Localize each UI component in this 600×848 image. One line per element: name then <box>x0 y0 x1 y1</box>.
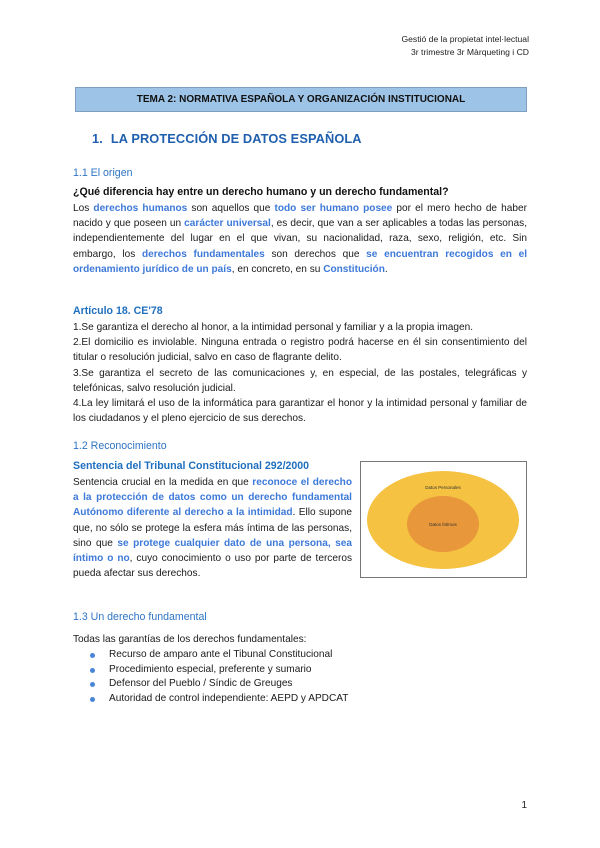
article-item: 4.La ley limitará el uso de la informática para garantizar el honor y la intimidad personal y familiar de los ciudadanos y el pleno ejercicio de sus derechos. <box>73 398 527 425</box>
intimate-data-label: Datos Íntimos <box>429 522 457 527</box>
list-item: Procedimiento especial, preferente y sumario <box>73 663 348 678</box>
section-heading <box>92 131 362 146</box>
section-number: 1. <box>92 131 103 146</box>
origin-paragraph: Los derechos humanos son aquellos que todo ser humano posee por el mero hecho de haber nacido y que poseen un carácter universal, es decir, que van a ser aplicables a todas las personas, independientemente del lugar en el que vivan, su nacionalidad, raza, sexo, religión, etc. Sin embargo, los derechos fundamentales son derechos que se encuentran recogidos en el ordenamiento jurídico de un país, en concreto, en su Constitución. <box>73 203 528 275</box>
topic-banner <box>75 87 527 112</box>
topic-title: TEMA 2: NORMATIVA ESPAÑOLA Y ORGANIZACIÓN INSTITUCIONAL <box>136 94 466 105</box>
subsection-heading-recognition: 1.2 Reconocimiento <box>73 440 167 452</box>
bullet-icon <box>90 682 95 687</box>
personal-data-label: Datos Personales <box>425 485 461 490</box>
section-title: LA PROTECCIÓN DE DATOS ESPAÑOLA <box>110 131 362 146</box>
bullet-icon <box>90 668 95 673</box>
article-heading: Artículo 18. CE'78 <box>73 305 163 317</box>
question-heading: ¿Qué diferencia hay entre un derecho humano y un derecho fundamental? <box>73 186 449 198</box>
list-item: Recurso de amparo ante el Tibunal Constitucional <box>73 648 348 663</box>
list-item: Defensor del Pueblo / Síndic de Greuges <box>73 677 348 692</box>
ruling-heading: Sentencia del Tribunal Constitucional 292/2000 <box>73 460 310 472</box>
data-spheres-diagram <box>361 462 526 577</box>
bullet-icon <box>90 653 95 658</box>
guarantees-intro: Todas las garantías de los derechos fundamentales: <box>73 634 307 645</box>
article-text <box>73 320 527 426</box>
subsection-heading-origin: 1.1 El origen <box>73 167 133 179</box>
article-item: 1.Se garantiza el derecho al honor, a la intimidad personal y familiar y a la propia imagen. <box>73 322 474 333</box>
ruling-paragraph: Sentencia crucial en la medida en que reconoce el derecho a la protección de datos como un derecho fundamental Autónomo diferente al derecho a la intimidad. Ello supone que, no sólo se protege la esfera más íntima de las personas, sino que se protege cualquier dato de una persona, sea íntimo o no, cuyo conocimiento o uso por parte de terceros pueda afectar sus derechos. <box>73 477 352 580</box>
page-header <box>401 33 529 59</box>
subsection-heading-fundamental: 1.3 Un derecho fundamental <box>73 611 207 623</box>
header-term: 3r trimestre 3r Màrqueting i CD <box>411 47 529 57</box>
article-item: 3.Se garantiza el secreto de las comunicaciones y, en especial, de las postales, telegráficas y telefónicas, salvo resolución judicial. <box>73 367 527 394</box>
guarantees-list <box>73 633 348 707</box>
header-course: Gestió de la propietat intel·lectual <box>401 34 529 44</box>
bullet-icon <box>90 697 95 702</box>
article-item: 2.El domicilio es inviolable. Ninguna entrada o registro podrá hacerse en él sin consentimiento del titular o resolución judicial, salvo en caso de flagrante delito. <box>73 337 527 364</box>
page-number: 1 <box>521 800 527 811</box>
data-spheres-figure <box>360 461 527 578</box>
list-item: Autoridad de control independiente: AEPD y APDCAT <box>73 692 348 707</box>
